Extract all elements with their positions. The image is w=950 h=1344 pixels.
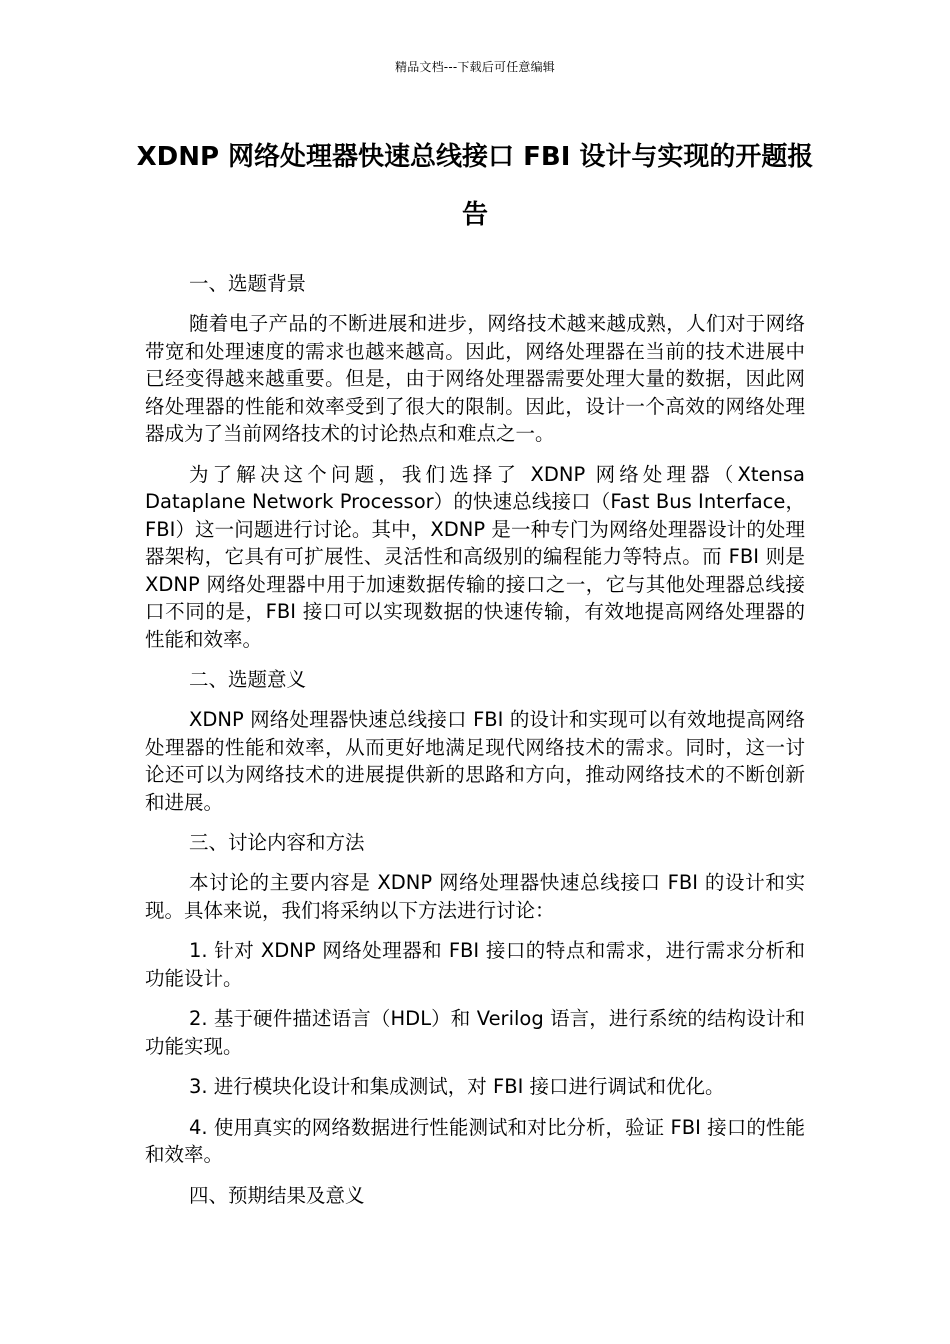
page-header-note: 精品文档---下载后可任意编辑	[395, 60, 555, 74]
list-item-method-3: 3. 进行模块化设计和集成测试，对 FBI 接口进行调试和优化。	[189, 1075, 725, 1098]
paragraph-significance: XDNP 网络处理器快速总线接口 FBI 的设计和实现可以有效地提高网络处理器的性能和效率，从而更好地满足现代网络技术的需求。同时，这一讨论还可以为网络技术的进展提供新的思路和方向，推动网络技术的不断创新和进展。	[145, 708, 805, 814]
list-item-method-2: 2. 基于硬件描述语言（HDL）和 Verilog 语言，进行系统的结构设计和功能实现。	[145, 1007, 805, 1058]
section-heading-significance: 二、选题意义	[189, 668, 307, 691]
paragraph-background: 随着电子产品的不断进展和进步，网络技术越来越成熟，人们对于网络带宽和处理速度的需求也越来越高。因此，网络处理器在当前的技术进展中已经变得越来越重要。但是，由于网络处理器需要处理大量的数据，因此网络处理器的性能和效率受到了很大的限制。因此，设计一个高效的网络处理器成为了当前网络技术的讨论热点和难点之一。	[145, 312, 805, 445]
document-title: XDNP 网络处理器快速总线接口 FBI 设计与实现的开题报告	[136, 142, 814, 230]
section-heading-methods: 三、讨论内容和方法	[189, 831, 365, 854]
document-body	[145, 270, 805, 1222]
paragraph-methods-intro: 本讨论的主要内容是 XDNP 网络处理器快速总线接口 FBI 的设计和实现。具体来说，我们将采纳以下方法进行讨论：	[145, 871, 805, 922]
section-heading-expected-results: 四、预期结果及意义	[189, 1183, 365, 1207]
section-heading-background: 一、选题背景	[189, 272, 307, 295]
list-item-method-4: 4. 使用真实的网络数据进行性能测试和对比分析，验证 FBI 接口的性能和效率。	[145, 1115, 805, 1166]
paragraph-problem: 为了解决这个问题，我们选择了 XDNP 网络处理器（Xtensa Dataplane Network Processor）的快速总线接口（Fast Bus Interface，FBI）这一问题进行讨论。其中，XDNP 是一种专门为网络处理器设计的处理器架构，它具有可扩展性、灵活性和高级别的编程能力等特点。而 FBI 则是 XDNP 网络处理器中用于加速数据传输的接口之一，它与其他处理器总线接口不同的是，FBI 接口可以实现数据的快速传输，有效地提高网络处理器的性能和效率。	[145, 462, 805, 651]
list-item-method-1: 1. 针对 XDNP 网络处理器和 FBI 接口的特点和需求，进行需求分析和功能设计。	[145, 939, 805, 990]
